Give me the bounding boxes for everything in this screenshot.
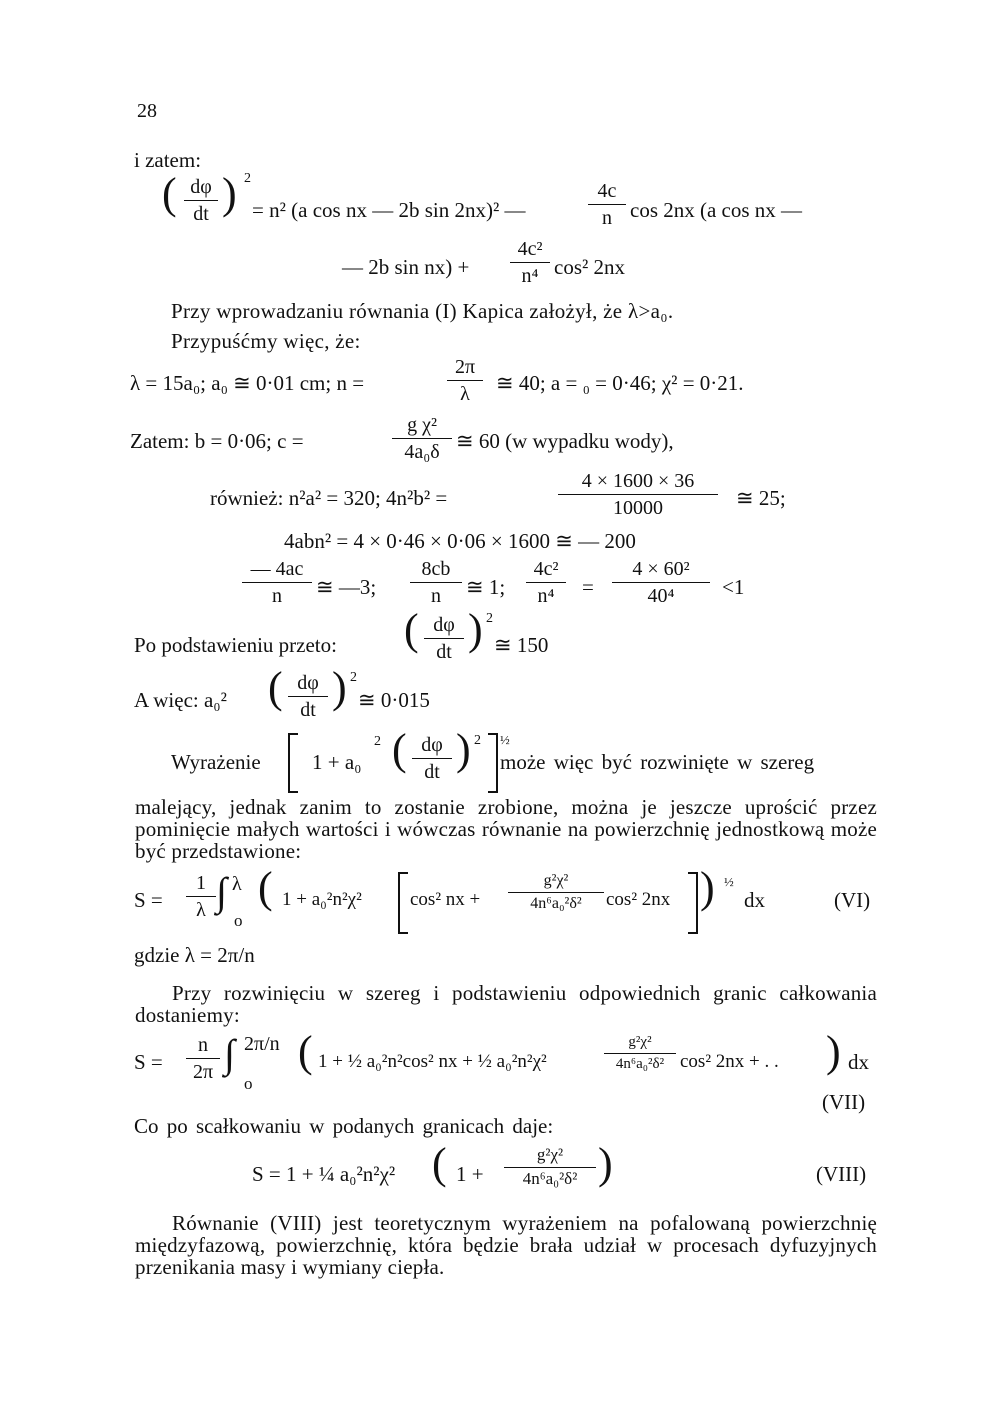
wyraz-exponent: 2 (474, 733, 481, 748)
ratio-4ac: — 4ac n (242, 558, 312, 607)
ratio-4ac-value: ≅ —3; (316, 575, 377, 599)
eqVII-integral-icon: ∫ (224, 1031, 235, 1076)
podst-paren-open: ( (404, 605, 419, 654)
eqVI-term-c: cos² 2nx (606, 889, 671, 910)
eqVII-lower-limit: o (244, 1074, 253, 1093)
eqVI-half: ½ (724, 874, 734, 889)
paragraph-scalkowaniu: Co po scałkowaniu w podanych granicach daje: (134, 1114, 554, 1138)
paragraph-malejacy: malejący, jednak zanim to zostanie zrobione, można je jeszcze uprościć przez pominięcie małych wartości i wówczas równanie na powierzchnię jednostkową może być przedstawione: (135, 795, 877, 863)
podst-fraction: dφ dt (424, 614, 464, 663)
eqVIII-lhs: S = 1 + ¼ a₀²n²χ² (252, 1162, 396, 1186)
intro-text: i zatem: (134, 148, 202, 172)
eq1-middle: = n² (a cos nx — 2b sin 2nx)² — (252, 198, 526, 222)
lhs-exponent: 2 (244, 171, 251, 186)
eqVI-upper-limit: λ (232, 873, 242, 895)
eqVI-term-b: cos² nx + (410, 889, 481, 910)
eqVI-paren-close: ) (700, 863, 715, 912)
eqVI-dx: dx (744, 888, 765, 912)
ratio-less-than: <1 (722, 575, 745, 599)
podst-paren-close: ) (468, 605, 483, 654)
eqVII-paren-close: ) (826, 1027, 841, 1076)
rowniez-line-b: ≅ 25; (736, 486, 786, 510)
wyraz-paren-close: ) (456, 725, 471, 774)
ratio-4x60: 4 × 60² 40⁴ (612, 558, 710, 607)
eqVIII-g-fraction: g²χ² 4n⁶a₀²δ² (504, 1146, 596, 1188)
zatem-line-a: Zatem: b = 0·06; c = (130, 429, 304, 453)
paragraph-rownanie-viii: Równanie (VIII) jest teoretycznym wyrażeniem na pofalowaną powierzchnię międzyfazową, powierzchnię, która będzie brała udział w procesach dyfuzyjnych przenikania masy i wymiany ciepła. (135, 1211, 877, 1279)
ratio-8cb: 8cb n (410, 558, 462, 607)
lhs-fraction: dφ dt (184, 176, 218, 225)
eqVI-bracket-close (688, 872, 698, 934)
wyraz-label: Wyrażenie (171, 750, 261, 774)
rowniez-fraction: 4 × 1600 × 36 10000 (558, 470, 718, 519)
eqVI-fraction: 1 λ (186, 872, 216, 921)
paragraph-rozwinieciu: Przy rozwinięciu w szereg i podstawieniu odpowiednich granic całkowania dostaniemy: (135, 981, 877, 1027)
awiec-paren-open: ( (268, 663, 283, 712)
eqVI-g-fraction: g²χ² 4n⁶a₀²δ² (508, 872, 604, 912)
wyraz-fraction: dφ dt (412, 734, 452, 783)
eqVI-lhs: S = (134, 888, 163, 912)
eqVIII-tag: (VIII) (816, 1162, 867, 1186)
eqVI-tag: (VI) (834, 888, 871, 912)
ratio-equals: = (582, 575, 594, 599)
ratio-4c2: 4c² n⁴ (526, 558, 566, 607)
eqVII-dx: dx (848, 1050, 869, 1074)
wyraz-paren-open: ( (392, 725, 407, 774)
eq1-line2: — 2b sin nx) + (342, 255, 470, 279)
zatem-fraction: g χ² 4a₀δ (392, 414, 452, 463)
podst-value: ≅ 150 (494, 633, 549, 657)
eqVI-lower-limit: o (234, 911, 243, 930)
eqVI-paren-open: ( (258, 863, 273, 912)
eqVII-fraction: n 2π (186, 1034, 220, 1083)
ratio-8cb-value: ≅ 1; (466, 575, 506, 599)
eqVII-paren-open: ( (298, 1027, 313, 1076)
eqVII-upper-limit: 2π/n (244, 1033, 280, 1055)
wyraz-sup: 2 (374, 734, 381, 749)
awiec-exponent: 2 (350, 670, 357, 685)
line-4abn: 4abn² = 4 × 0·46 × 0·06 × 1600 ≅ — 200 (284, 529, 636, 553)
awiec-paren-close: ) (332, 663, 347, 712)
assume-fraction: 2π λ (447, 356, 483, 405)
awiec-value: ≅ 0·015 (358, 688, 430, 712)
eqVII-term-a: 1 + ½ a₀²n²cos² nx + ½ a₀²n²χ² (318, 1051, 547, 1072)
wyraz-inner: 1 + a₀ (312, 750, 362, 774)
podst-exponent: 2 (486, 611, 493, 626)
wyraz-bracket-close (488, 733, 498, 793)
eqVIII-term-a: 1 + (456, 1162, 484, 1186)
eq1-middle2: cos 2nx (a cos nx — (630, 198, 803, 222)
awiec-fraction: dφ dt (288, 672, 328, 721)
gdzie-line: gdzie λ = 2π/n (134, 943, 255, 967)
eqVIII-paren-open: ( (432, 1139, 447, 1188)
eqVI-term-a: 1 + a₀²n²χ² (282, 889, 362, 910)
paragraph-kapica: Przy wprowadzaniu równania (I) Kapica założył, że λ>a₀. (171, 299, 674, 323)
eqVII-g-fraction: g²χ² 4n⁶a₀²δ² (604, 1034, 676, 1072)
wyraz-bracket-open (288, 733, 298, 793)
paragraph-przypuscmy: Przypuśćmy więc, że: (171, 329, 361, 353)
eqVI-bracket-open (398, 872, 408, 934)
podst-label: Po podstawieniu przeto: (134, 633, 337, 657)
eq1-fraction-4c2-n4: 4c² n⁴ (510, 238, 550, 287)
paren-open: ( (162, 169, 177, 218)
eqVII-lhs: S = (134, 1050, 163, 1074)
eq1-fraction-4c-n: 4c n (588, 180, 626, 229)
wyraz-half: ½ (500, 732, 510, 747)
eqVII-term-b: cos² 2nx + . . (680, 1051, 779, 1072)
eqVII-tag: (VII) (822, 1090, 866, 1114)
assume-line-b: ≅ 40; a = ₀ = 0·46; χ² = 0·21. (496, 371, 744, 395)
rowniez-line-a: również: n²a² = 320; 4n²b² = (210, 486, 448, 510)
wyraz-tail: może więc być rozwinięte w szereg (500, 750, 815, 774)
eq1-line2-end: cos² 2nx (554, 255, 626, 279)
page-number: 28 (137, 100, 157, 122)
paren-close: ) (222, 169, 237, 218)
assume-line-a: λ = 15a₀; a₀ ≅ 0·01 cm; n = (130, 371, 365, 395)
eqVIII-paren-close: ) (598, 1139, 613, 1188)
awiec-label: A więc: a₀² (134, 688, 227, 712)
zatem-line-b: ≅ 60 (w wypadku wody), (456, 429, 674, 453)
eqVI-integral-icon: ∫ (216, 869, 227, 914)
